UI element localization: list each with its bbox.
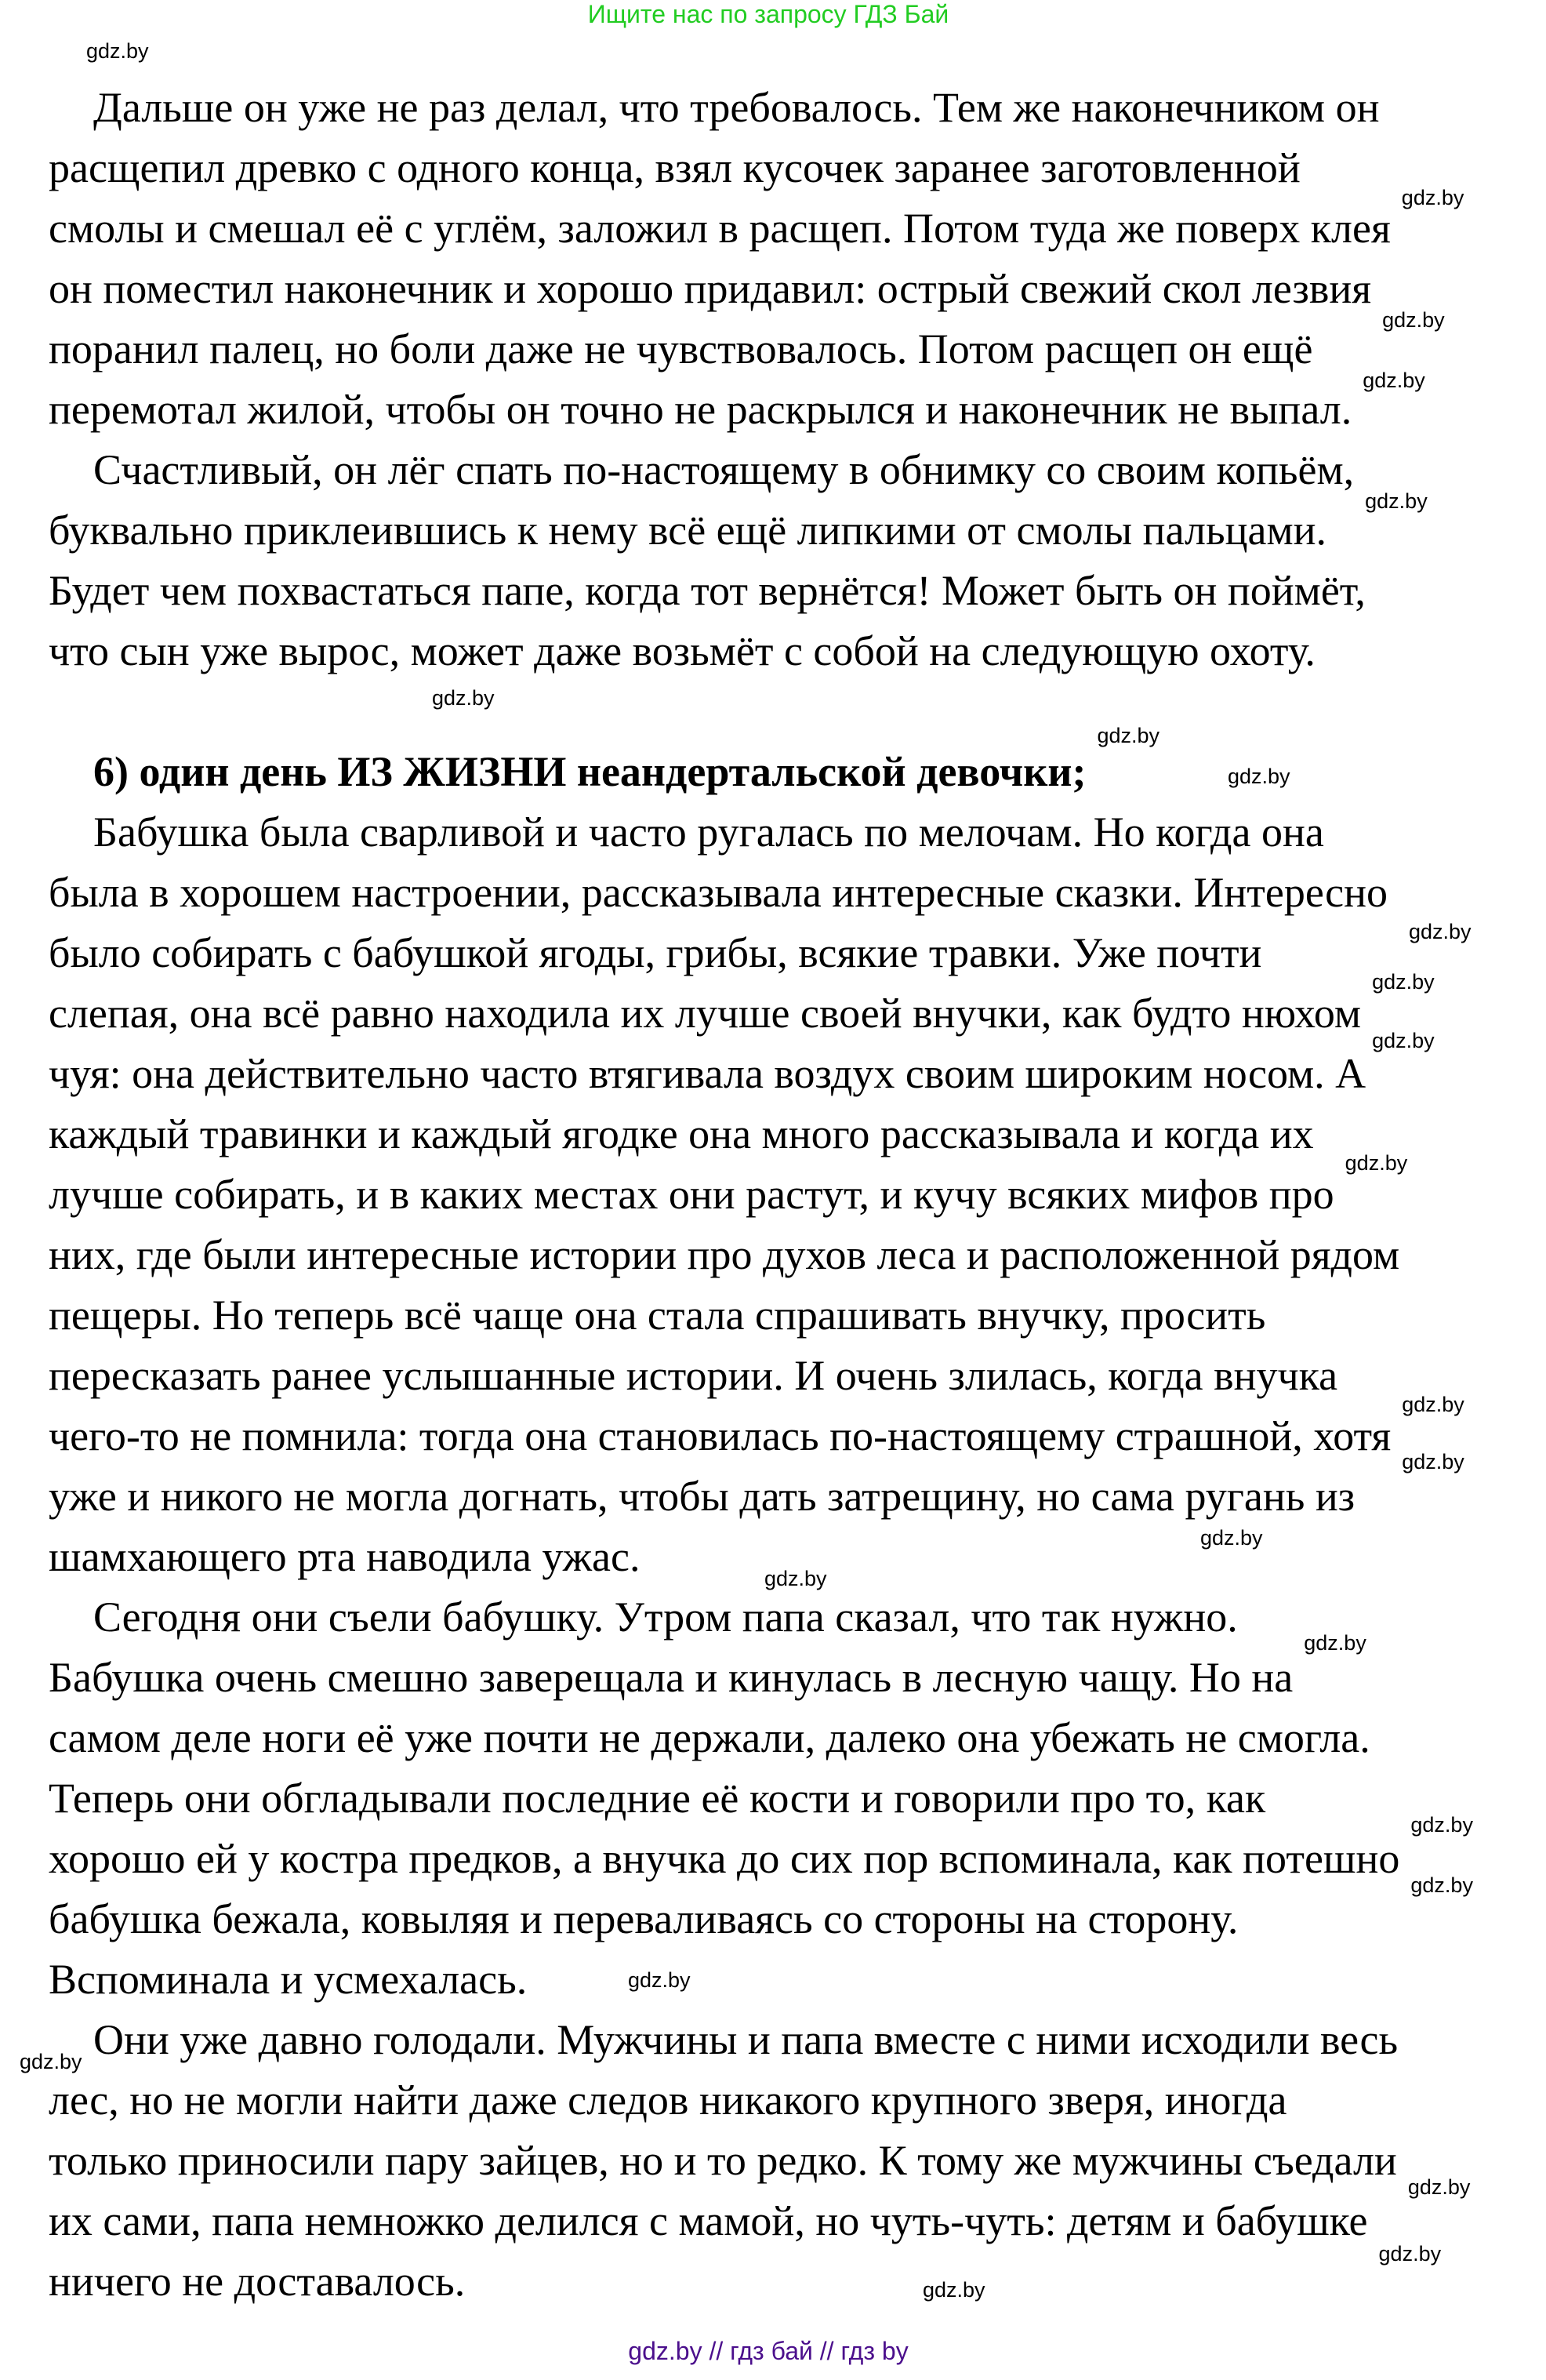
text-line: чуя: она действительно часто втягивала воздух своим широким носом. А	[49, 1050, 1366, 1097]
watermark: gdz.by	[1200, 1526, 1263, 1550]
watermark: gdz.by	[1345, 1151, 1408, 1175]
watermark: gdz.by	[1407, 2175, 1471, 2199]
watermark: gdz.by	[1402, 1393, 1464, 1416]
text-line: было собирать с бабушкой ягоды, грибы, всякие травки. Уже почти	[49, 929, 1262, 976]
watermark: gdz.by	[1304, 1631, 1366, 1655]
watermark: gdz.by	[1365, 489, 1428, 513]
text-line: Счастливый, он лёг спать по-настоящему в обнимку со своим копьём,	[93, 446, 1355, 493]
text-line: Они уже давно голодали. Мужчины и папа вместе с ними исходили весь	[93, 2016, 1399, 2063]
section-heading: 6) один день ИЗ ЖИЗНИ неандертальской девочки;	[93, 748, 1087, 795]
text-line: бабушка бежала, ковыляя и переваливаясь со стороны на сторону.	[49, 1895, 1239, 1942]
text-line: только приносили пару зайцев, но и то редко. К тому же мужчины съедали	[49, 2137, 1397, 2184]
text-line: Вспоминала и усмехалась.	[49, 1956, 528, 2003]
watermark: gdz.by	[1378, 2242, 1442, 2266]
watermark: gdz.by	[1409, 920, 1472, 943]
text-line: была в хорошем настроении, рассказывала интересные сказки. Интересно	[49, 869, 1388, 916]
watermark: gdz.by	[1402, 1450, 1464, 1473]
text-line: Будет чем похвастаться папе, когда тот вернётся! Может быть он поймёт,	[49, 567, 1366, 614]
watermark: gdz.by	[1401, 186, 1464, 209]
text-line: каждый травинки и каждый ягодке она много рассказывала и когда их	[49, 1110, 1314, 1157]
watermark: gdz.by	[20, 2050, 82, 2073]
text-line: пещеры. Но теперь всё чаще она стала спрашивать внучку, просить	[49, 1292, 1266, 1339]
text-line: он поместил наконечник и хорошо придавил: острый свежий скол лезвия	[49, 265, 1372, 312]
watermark: gdz.by	[86, 39, 149, 63]
text-line: Сегодня они съели бабушку. Утром папа сказал, что так нужно.	[93, 1593, 1238, 1641]
text-line: ничего не доставалось.	[49, 2258, 466, 2305]
text-line: лес, но не могли найти даже следов никакого крупного зверя, иногда	[49, 2077, 1287, 2124]
watermark: gdz.by	[1410, 1873, 1473, 1897]
text-line: их сами, папа немножко делился с мамой, но чуть-чуть: детям и бабушке	[49, 2197, 1368, 2244]
text-line: что сын уже вырос, может даже возьмёт с собой на следующую охоту.	[49, 627, 1316, 674]
text-line: поранил палец, но боли даже не чувствовалось. Потом расщеп он ещё	[49, 325, 1313, 372]
watermark: gdz.by	[1382, 308, 1445, 332]
text-line: буквально приклеившись к нему всё ещё липкими от смолы пальцами.	[49, 507, 1327, 554]
watermark: gdz.by	[1372, 1029, 1435, 1052]
watermark: gdz.by	[1372, 970, 1435, 994]
footer-links[interactable]: gdz.by // гдз бай // гдз by	[628, 2337, 909, 2365]
text-line: чего-то не помнила: тогда она становилась по-настоящему страшной, хотя	[49, 1412, 1392, 1459]
watermark: gdz.by	[923, 2278, 985, 2302]
watermark: gdz.by	[1363, 369, 1425, 392]
watermark: gdz.by	[1410, 1813, 1473, 1837]
text-line: них, где были интересные истории про духов леса и расположенной рядом	[49, 1231, 1400, 1278]
text-line: Бабушка очень смешно заверещала и кинулась в лесную чащу. Но на	[49, 1654, 1294, 1701]
text-line: пересказать ранее услышанные истории. И очень злилась, когда внучка	[49, 1352, 1338, 1399]
text-line: Теперь они обгладывали последние её кости и говорили про то, как	[49, 1775, 1266, 1822]
text-line: Бабушка была сварливой и часто ругалась по мелочам. Но когда она	[93, 808, 1324, 856]
footer-row	[0, 2337, 1537, 2365]
text-line: хорошо ей у костра предков, а внучка до сих пор вспоминала, как потешно	[49, 1835, 1400, 1882]
text-line: расщепил древко с одного конца, взял кусочек заранее заготовленной	[49, 144, 1301, 191]
watermark: gdz.by	[1228, 765, 1290, 788]
watermark: gdz.by	[432, 686, 495, 710]
text-line: слепая, она всё равно находила их лучше своей внучки, как будто нюхом	[49, 990, 1362, 1037]
text-line: смолы и смешал её с углём, заложил в расщеп. Потом туда же поверх клея	[49, 205, 1391, 252]
text-line: перемотал жилой, чтобы он точно не раскрылся и наконечник не выпал.	[49, 386, 1352, 433]
text-line: шамхающего рта наводила ужас.	[49, 1533, 641, 1580]
text-line: самом деле ноги её уже почти не держали, далеко она убежать не смогла.	[49, 1714, 1370, 1761]
watermark: gdz.by	[1097, 724, 1160, 747]
search-hint-banner-row	[0, 0, 1537, 28]
text-line: лучше собирать, и в каких местах они растут, и кучу всяких мифов про	[49, 1171, 1334, 1218]
watermark: gdz.by	[764, 1567, 827, 1590]
watermark: gdz.by	[628, 1968, 691, 1992]
search-hint-banner: Ищите нас по запросу ГДЗ Бай	[587, 0, 949, 28]
text-line: Дальше он уже не раз делал, что требовалось. Тем же наконечником он	[93, 84, 1380, 131]
text-line: уже и никого не могла догнать, чтобы дать затрещину, но сама ругань из	[49, 1473, 1355, 1520]
